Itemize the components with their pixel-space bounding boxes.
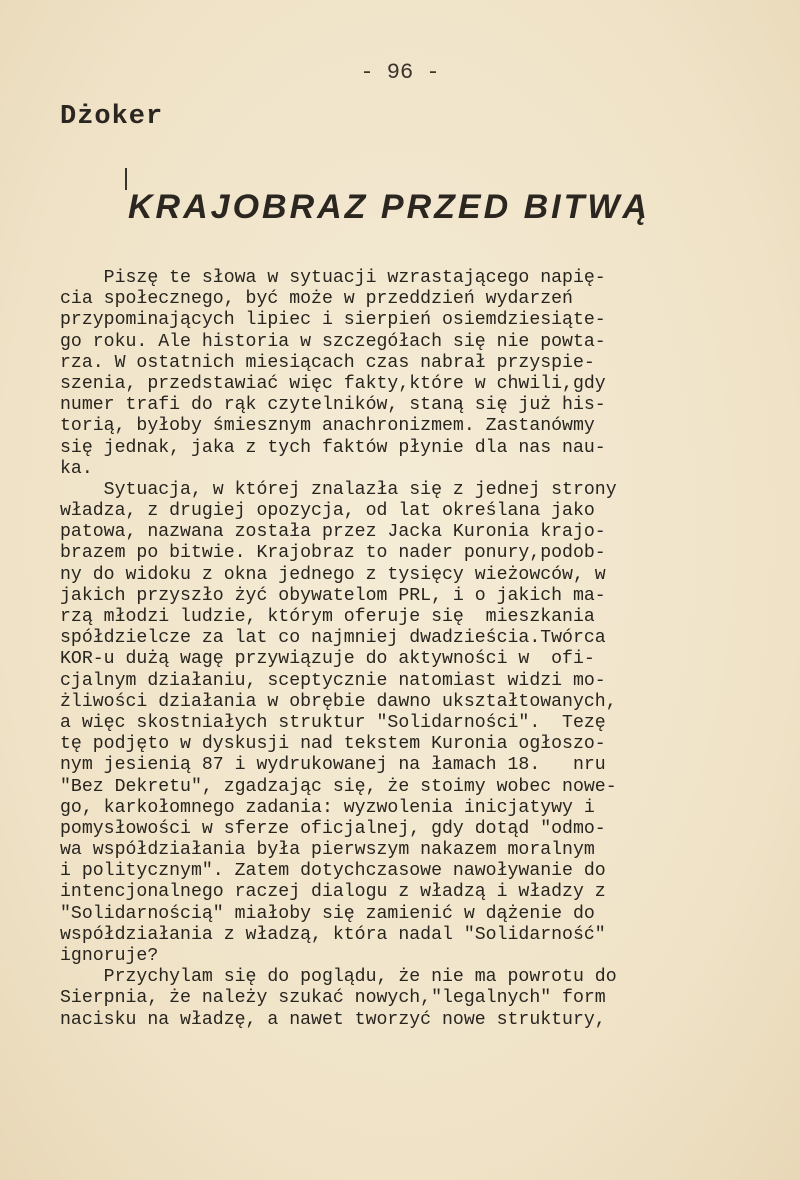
text-line: "Bez Dekretu", zgadzając się, że stoimy wobec nowe- [60,776,617,797]
text-line: Piszę te słowa w sytuacji wzrastającego napię- [60,268,606,288]
text-line: numer trafi do rąk czytelników, staną się już his- [60,395,606,416]
margin-mark [125,168,127,190]
text-line: ka. [60,458,93,479]
text-line: i politycznym". Zatem dotychczasowe nawoływanie do [60,861,606,882]
text-line: pomysłowości w sferze oficjalnej, gdy dotąd "odmo- [60,818,606,839]
text-line: jakich przyszło żyć obywatelom PRL, i o jakich ma- [60,585,606,606]
text-line: szenia, przedstawiać więc fakty,które w chwili,gdy [60,373,606,394]
article-title: KRAJOBRAZ PRZED BITWĄ [128,188,650,226]
author-name: Dżoker [60,102,164,132]
text-line: nacisku na władzę, a nawet tworzyć nowe struktury, [60,1009,606,1030]
text-line: nym jesienią 87 i wydrukowanej na łamach 18. nru [60,755,606,776]
text-line: go roku. Ale historia w szczegółach się nie powta- [60,331,606,352]
text-line: tę podjęto w dyskusji nad tekstem Kuronia ogłoszo- [60,734,606,755]
text-line: ny do widoku z okna jednego z tysięcy wieżowców, w [60,564,606,585]
text-line: cjalnym działaniu, sceptycznie natomiast widzi mo- [60,670,606,691]
text-line: się jednak, jaka z tych faktów płynie dla nas nau- [60,437,606,458]
text-line: Sierpnia, że należy szukać nowych,"legalnych" form [60,988,606,1009]
text-line: "Solidarnością" miałoby się zamienić w dążenie do [60,903,595,924]
text-line: intencjonalnego raczej dialogu z władzą i władzy z [60,882,606,903]
text-line: wa współdziałania była pierwszym nakazem moralnym [60,840,595,861]
text-line: brazem po bitwie. Krajobraz to nader ponury,podob- [60,543,606,564]
text-line: przypominających lipiec i sierpień osiemdziesiąte- [60,310,606,331]
page-number: - 96 - [360,60,440,85]
text-line: rzą młodzi ludzie, którym oferuje się mieszkania [60,607,595,627]
text-line: żliwości działania w obrębie dawno ukształtowanych, [60,691,617,712]
text-line: spółdzielcze za lat co najmniej dwadzieścia.Twórca [60,628,606,649]
text-line: torią, byłoby śmiesznym anachronizmem. Zastanówmy [60,416,595,437]
text-line: władza, z drugiej opozycja, od lat określana jako [60,501,595,522]
text-line: współdziałania z władzą, która nadal "Solidarność" [60,924,606,945]
text-line: go, karkołomnego zadania: wyzwolenia inicjatywy i [60,797,595,818]
article-body [60,268,760,1031]
text-line: cia społecznego, być może w przeddzień wydarzeń [60,289,573,310]
text-line: patowa, nazwana została przez Jacka Kuronia krajo- [60,522,606,543]
text-line: Sytuacja, w której znalazła się z jednej strony [60,479,617,500]
text-line: ignoruje? [60,946,159,966]
text-line: KOR-u dużą wagę przywiązuje do aktywności w ofi- [60,649,595,670]
text-line: rza. W ostatnich miesiącach czas nabrał przyspie- [60,352,595,373]
text-line: Przychylam się do poglądu, że nie ma powrotu do [60,967,617,988]
text-line: a więc skostniałych struktur "Solidarności". Tezę [60,712,606,733]
